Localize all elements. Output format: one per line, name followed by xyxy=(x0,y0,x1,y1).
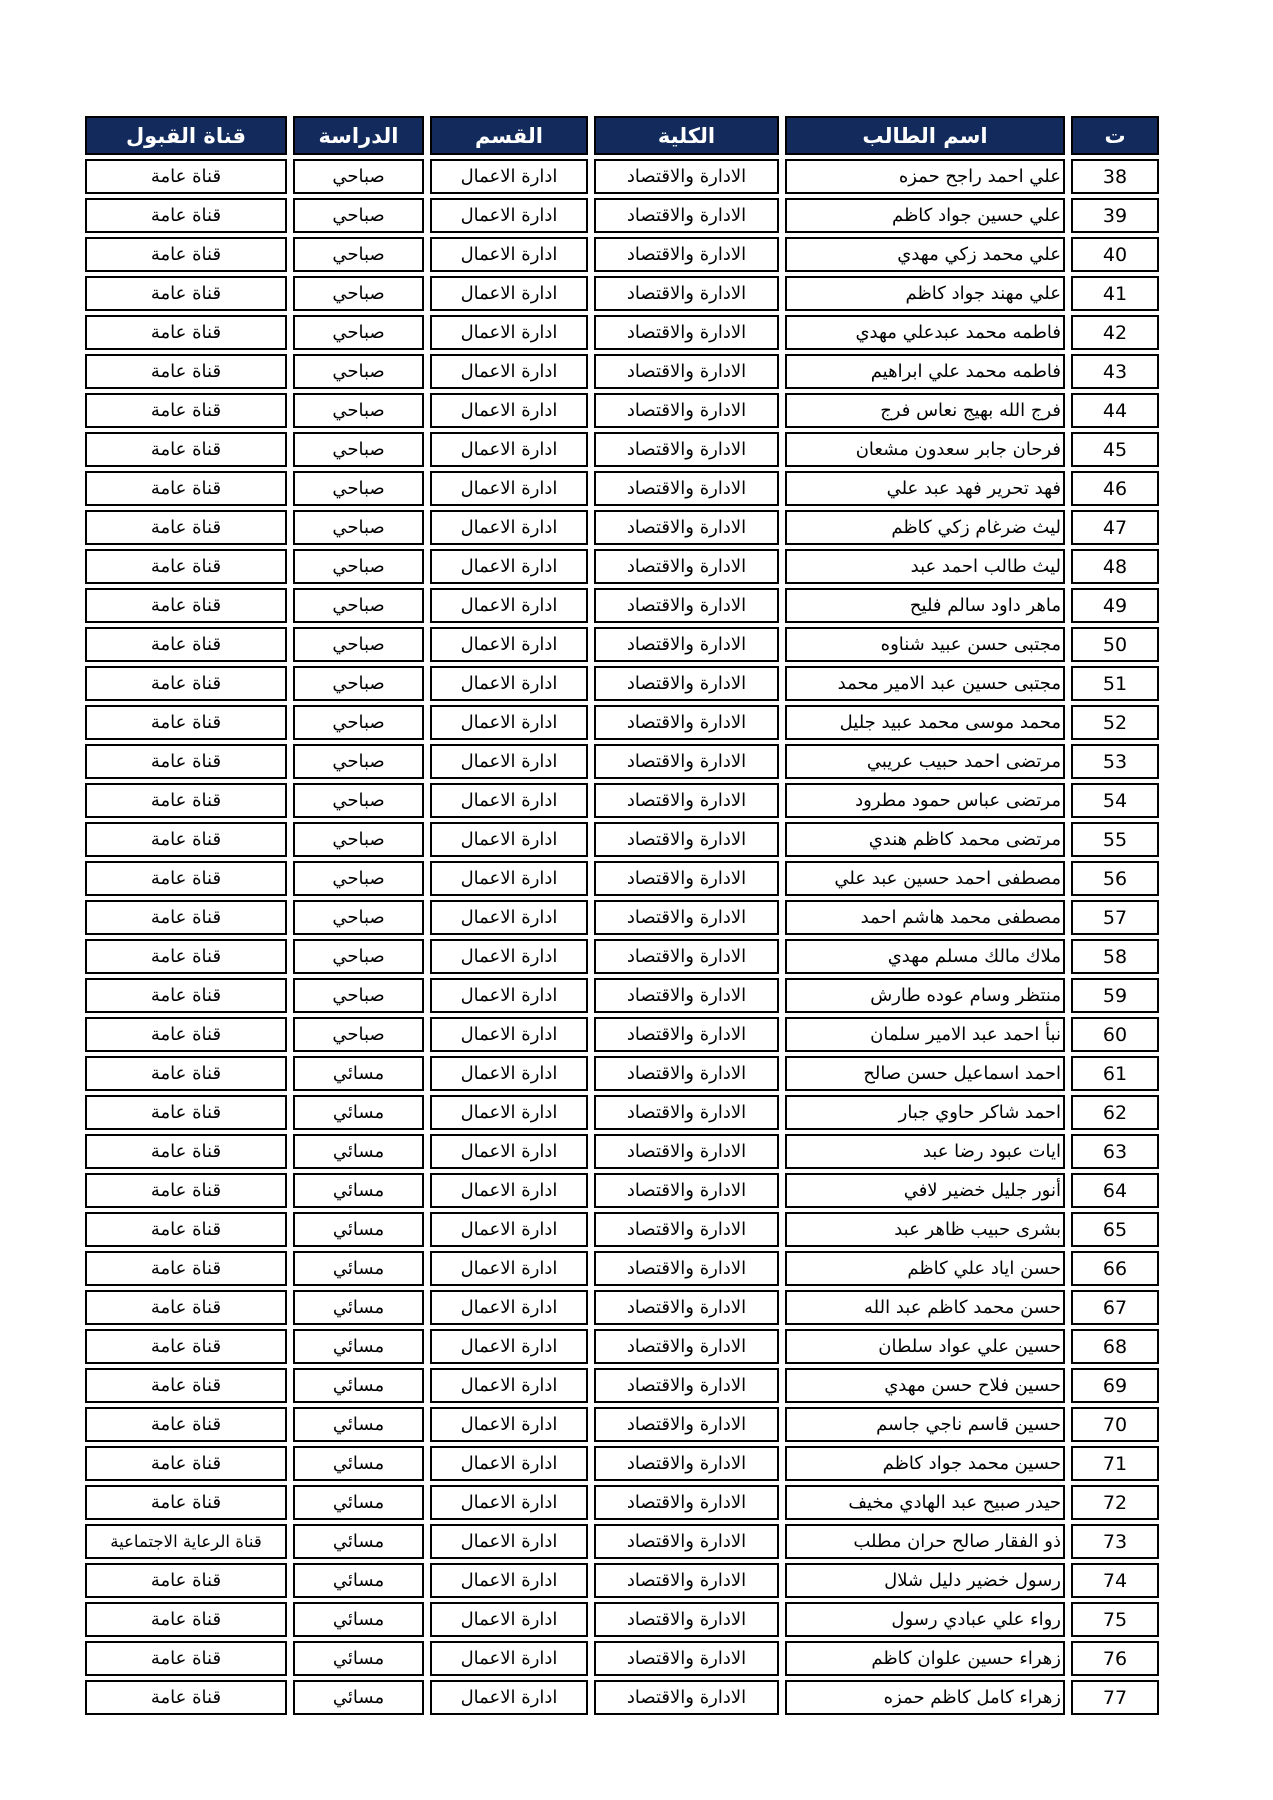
header-department: القسم xyxy=(430,116,588,155)
cell-department: ادارة الاعمال xyxy=(430,510,588,545)
cell-department: ادارة الاعمال xyxy=(430,1251,588,1286)
cell-channel: قناة عامة xyxy=(85,1446,287,1481)
table-row xyxy=(85,1524,1159,1559)
cell-study: صباحي xyxy=(293,822,424,857)
table-row xyxy=(85,237,1159,272)
cell-index: 63 xyxy=(1071,1134,1159,1169)
cell-index: 50 xyxy=(1071,627,1159,662)
cell-department: ادارة الاعمال xyxy=(430,1017,588,1052)
cell-college: الادارة والاقتصاد xyxy=(594,1251,779,1286)
table-row xyxy=(85,822,1159,857)
cell-department: ادارة الاعمال xyxy=(430,1680,588,1715)
cell-college: الادارة والاقتصاد xyxy=(594,1407,779,1442)
cell-name: مجتبى حسن عبيد شناوه xyxy=(785,627,1065,662)
cell-college: الادارة والاقتصاد xyxy=(594,900,779,935)
cell-channel: قناة عامة xyxy=(85,198,287,233)
cell-name: ماهر داود سالم فليح xyxy=(785,588,1065,623)
cell-index: 56 xyxy=(1071,861,1159,896)
table-row xyxy=(85,1641,1159,1676)
cell-college: الادارة والاقتصاد xyxy=(594,315,779,350)
table-row xyxy=(85,198,1159,233)
cell-study: صباحي xyxy=(293,627,424,662)
cell-name: علي مهند جواد كاظم xyxy=(785,276,1065,311)
table-row xyxy=(85,627,1159,662)
cell-channel: قناة عامة xyxy=(85,276,287,311)
cell-name: أنور جليل خضير لافي xyxy=(785,1173,1065,1208)
cell-name: زهراء كامل كاظم حمزه xyxy=(785,1680,1065,1715)
cell-study: صباحي xyxy=(293,510,424,545)
cell-department: ادارة الاعمال xyxy=(430,1290,588,1325)
cell-index: 59 xyxy=(1071,978,1159,1013)
cell-name: ليث طالب احمد عبد xyxy=(785,549,1065,584)
cell-college: الادارة والاقتصاد xyxy=(594,1056,779,1091)
cell-channel: قناة عامة xyxy=(85,1290,287,1325)
cell-study: مسائي xyxy=(293,1251,424,1286)
cell-study: مسائي xyxy=(293,1602,424,1637)
cell-college: الادارة والاقتصاد xyxy=(594,354,779,389)
cell-college: الادارة والاقتصاد xyxy=(594,1641,779,1676)
cell-name: حسين محمد جواد كاظم xyxy=(785,1446,1065,1481)
cell-department: ادارة الاعمال xyxy=(430,1641,588,1676)
cell-study: صباحي xyxy=(293,159,424,194)
cell-name: فاطمه محمد علي ابراهيم xyxy=(785,354,1065,389)
cell-study: صباحي xyxy=(293,432,424,467)
cell-college: الادارة والاقتصاد xyxy=(594,198,779,233)
table-row xyxy=(85,978,1159,1013)
table-row xyxy=(85,1056,1159,1091)
cell-college: الادارة والاقتصاد xyxy=(594,1095,779,1130)
cell-channel: قناة عامة xyxy=(85,549,287,584)
cell-name: علي محمد زكي مهدي xyxy=(785,237,1065,272)
cell-college: الادارة والاقتصاد xyxy=(594,1329,779,1364)
cell-study: مسائي xyxy=(293,1095,424,1130)
cell-college: الادارة والاقتصاد xyxy=(594,705,779,740)
cell-index: 64 xyxy=(1071,1173,1159,1208)
cell-college: الادارة والاقتصاد xyxy=(594,1524,779,1559)
table-row xyxy=(85,1134,1159,1169)
cell-study: مسائي xyxy=(293,1641,424,1676)
cell-name: رسول خضير دليل شلال xyxy=(785,1563,1065,1598)
table-row xyxy=(85,783,1159,818)
cell-channel: قناة عامة xyxy=(85,471,287,506)
cell-department: ادارة الاعمال xyxy=(430,978,588,1013)
cell-channel: قناة عامة xyxy=(85,354,287,389)
cell-channel: قناة عامة xyxy=(85,900,287,935)
cell-department: ادارة الاعمال xyxy=(430,1368,588,1403)
cell-name: علي احمد راجح حمزه xyxy=(785,159,1065,194)
cell-study: صباحي xyxy=(293,393,424,428)
cell-index: 42 xyxy=(1071,315,1159,350)
cell-index: 60 xyxy=(1071,1017,1159,1052)
cell-department: ادارة الاعمال xyxy=(430,237,588,272)
cell-department: ادارة الاعمال xyxy=(430,432,588,467)
cell-index: 43 xyxy=(1071,354,1159,389)
table-row xyxy=(85,1680,1159,1715)
header-study: الدراسة xyxy=(293,116,424,155)
cell-study: مسائي xyxy=(293,1446,424,1481)
cell-study: صباحي xyxy=(293,276,424,311)
cell-study: صباحي xyxy=(293,939,424,974)
cell-study: مسائي xyxy=(293,1056,424,1091)
table-row xyxy=(85,1095,1159,1130)
table-row xyxy=(85,939,1159,974)
header-row xyxy=(85,116,1159,155)
header-channel: قناة القبول xyxy=(85,116,287,155)
cell-department: ادارة الاعمال xyxy=(430,861,588,896)
cell-channel: قناة عامة xyxy=(85,1095,287,1130)
cell-study: صباحي xyxy=(293,198,424,233)
cell-study: مسائي xyxy=(293,1212,424,1247)
table-row xyxy=(85,354,1159,389)
cell-department: ادارة الاعمال xyxy=(430,1485,588,1520)
cell-name: بشرى حبيب ظاهر عبد xyxy=(785,1212,1065,1247)
cell-name: حسن اياد علي كاظم xyxy=(785,1251,1065,1286)
cell-department: ادارة الاعمال xyxy=(430,900,588,935)
table-row xyxy=(85,393,1159,428)
cell-college: الادارة والاقتصاد xyxy=(594,666,779,701)
cell-channel: قناة عامة xyxy=(85,939,287,974)
cell-study: مسائي xyxy=(293,1524,424,1559)
cell-channel: قناة عامة xyxy=(85,588,287,623)
table-row xyxy=(85,1329,1159,1364)
cell-department: ادارة الاعمال xyxy=(430,1173,588,1208)
cell-college: الادارة والاقتصاد xyxy=(594,588,779,623)
table-row xyxy=(85,159,1159,194)
cell-name: حسن محمد كاظم عبد الله xyxy=(785,1290,1065,1325)
cell-channel: قناة عامة xyxy=(85,393,287,428)
cell-channel: قناة عامة xyxy=(85,822,287,857)
cell-department: ادارة الاعمال xyxy=(430,549,588,584)
cell-channel: قناة عامة xyxy=(85,432,287,467)
cell-index: 71 xyxy=(1071,1446,1159,1481)
cell-channel: قناة عامة xyxy=(85,315,287,350)
cell-name: منتظر وسام عوده طارش xyxy=(785,978,1065,1013)
cell-college: الادارة والاقتصاد xyxy=(594,861,779,896)
cell-index: 77 xyxy=(1071,1680,1159,1715)
cell-name: حيدر صبيح عبد الهادي مخيف xyxy=(785,1485,1065,1520)
cell-channel: قناة عامة xyxy=(85,1602,287,1637)
table-body xyxy=(85,159,1159,1715)
cell-college: الادارة والاقتصاد xyxy=(594,939,779,974)
cell-channel: قناة عامة xyxy=(85,744,287,779)
cell-channel: قناة عامة xyxy=(85,1329,287,1364)
cell-name: نبأ احمد عبد الامير سلمان xyxy=(785,1017,1065,1052)
cell-name: محمد موسى محمد عبيد جليل xyxy=(785,705,1065,740)
table-row xyxy=(85,588,1159,623)
cell-name: فهد تحرير فهد عبد علي xyxy=(785,471,1065,506)
cell-department: ادارة الاعمال xyxy=(430,1524,588,1559)
cell-channel: قناة عامة xyxy=(85,666,287,701)
cell-department: ادارة الاعمال xyxy=(430,1212,588,1247)
cell-college: الادارة والاقتصاد xyxy=(594,1290,779,1325)
cell-department: ادارة الاعمال xyxy=(430,1056,588,1091)
table-row xyxy=(85,1017,1159,1052)
cell-department: ادارة الاعمال xyxy=(430,1407,588,1442)
cell-department: ادارة الاعمال xyxy=(430,1446,588,1481)
cell-department: ادارة الاعمال xyxy=(430,666,588,701)
table-row xyxy=(85,705,1159,740)
cell-index: 74 xyxy=(1071,1563,1159,1598)
header-index: ت xyxy=(1071,116,1159,155)
cell-college: الادارة والاقتصاد xyxy=(594,432,779,467)
table-row xyxy=(85,432,1159,467)
cell-index: 58 xyxy=(1071,939,1159,974)
cell-study: صباحي xyxy=(293,588,424,623)
cell-department: ادارة الاعمال xyxy=(430,1602,588,1637)
table-row xyxy=(85,549,1159,584)
cell-index: 72 xyxy=(1071,1485,1159,1520)
cell-department: ادارة الاعمال xyxy=(430,393,588,428)
table-row xyxy=(85,1212,1159,1247)
cell-department: ادارة الاعمال xyxy=(430,1563,588,1598)
table-row xyxy=(85,315,1159,350)
cell-name: فرحان جابر سعدون مشعان xyxy=(785,432,1065,467)
cell-college: الادارة والاقتصاد xyxy=(594,783,779,818)
cell-channel: قناة عامة xyxy=(85,1368,287,1403)
cell-channel: قناة عامة xyxy=(85,1485,287,1520)
cell-name: حسين فلاح حسن مهدي xyxy=(785,1368,1065,1403)
cell-channel: قناة عامة xyxy=(85,159,287,194)
cell-index: 44 xyxy=(1071,393,1159,428)
cell-study: صباحي xyxy=(293,354,424,389)
header-name: اسم الطالب xyxy=(785,116,1065,155)
cell-study: مسائي xyxy=(293,1407,424,1442)
cell-name: زهراء حسين علوان كاظم xyxy=(785,1641,1065,1676)
cell-department: ادارة الاعمال xyxy=(430,705,588,740)
cell-channel: قناة عامة xyxy=(85,1056,287,1091)
cell-study: صباحي xyxy=(293,549,424,584)
cell-index: 45 xyxy=(1071,432,1159,467)
cell-index: 46 xyxy=(1071,471,1159,506)
cell-index: 39 xyxy=(1071,198,1159,233)
cell-name: مجتبى حسين عبد الامير محمد xyxy=(785,666,1065,701)
cell-index: 51 xyxy=(1071,666,1159,701)
cell-index: 70 xyxy=(1071,1407,1159,1442)
table-row xyxy=(85,1251,1159,1286)
table-row xyxy=(85,510,1159,545)
cell-department: ادارة الاعمال xyxy=(430,1329,588,1364)
cell-name: مرتضى احمد حبيب عريبي xyxy=(785,744,1065,779)
cell-name: مصطفى احمد حسين عبد علي xyxy=(785,861,1065,896)
cell-college: الادارة والاقتصاد xyxy=(594,1134,779,1169)
cell-name: مصطفى محمد هاشم احمد xyxy=(785,900,1065,935)
cell-channel: قناة عامة xyxy=(85,627,287,662)
cell-index: 54 xyxy=(1071,783,1159,818)
cell-college: الادارة والاقتصاد xyxy=(594,1680,779,1715)
table-row xyxy=(85,861,1159,896)
cell-department: ادارة الاعمال xyxy=(430,744,588,779)
cell-study: مسائي xyxy=(293,1173,424,1208)
cell-channel: قناة عامة xyxy=(85,783,287,818)
cell-channel: قناة عامة xyxy=(85,1407,287,1442)
cell-department: ادارة الاعمال xyxy=(430,1095,588,1130)
cell-name: ايات عبود رضا عبد xyxy=(785,1134,1065,1169)
cell-college: الادارة والاقتصاد xyxy=(594,393,779,428)
cell-index: 73 xyxy=(1071,1524,1159,1559)
cell-channel: قناة عامة xyxy=(85,861,287,896)
cell-name: فرج الله بهيج نعاس فرج xyxy=(785,393,1065,428)
cell-index: 53 xyxy=(1071,744,1159,779)
cell-department: ادارة الاعمال xyxy=(430,198,588,233)
cell-college: الادارة والاقتصاد xyxy=(594,549,779,584)
cell-channel: قناة عامة xyxy=(85,1173,287,1208)
cell-department: ادارة الاعمال xyxy=(430,627,588,662)
students-table xyxy=(79,112,1165,1719)
cell-study: صباحي xyxy=(293,744,424,779)
cell-index: 61 xyxy=(1071,1056,1159,1091)
cell-study: صباحي xyxy=(293,783,424,818)
table-row xyxy=(85,666,1159,701)
cell-department: ادارة الاعمال xyxy=(430,588,588,623)
cell-index: 67 xyxy=(1071,1290,1159,1325)
cell-college: الادارة والاقتصاد xyxy=(594,1173,779,1208)
cell-name: حسين علي عواد سلطان xyxy=(785,1329,1065,1364)
cell-index: 62 xyxy=(1071,1095,1159,1130)
cell-channel: قناة عامة xyxy=(85,1017,287,1052)
cell-channel: قناة عامة xyxy=(85,237,287,272)
cell-channel: قناة عامة xyxy=(85,510,287,545)
cell-study: مسائي xyxy=(293,1329,424,1364)
cell-channel: قناة الرعاية الاجتماعية xyxy=(85,1524,287,1559)
cell-department: ادارة الاعمال xyxy=(430,276,588,311)
cell-college: الادارة والاقتصاد xyxy=(594,978,779,1013)
cell-index: 48 xyxy=(1071,549,1159,584)
cell-name: فاطمه محمد عبدعلي مهدي xyxy=(785,315,1065,350)
cell-study: صباحي xyxy=(293,237,424,272)
cell-channel: قناة عامة xyxy=(85,978,287,1013)
cell-name: مرتضى محمد كاظم هندي xyxy=(785,822,1065,857)
cell-study: صباحي xyxy=(293,315,424,350)
cell-college: الادارة والاقتصاد xyxy=(594,471,779,506)
cell-name: ذو الفقار صالح حران مطلب xyxy=(785,1524,1065,1559)
cell-index: 65 xyxy=(1071,1212,1159,1247)
cell-college: الادارة والاقتصاد xyxy=(594,276,779,311)
cell-channel: قناة عامة xyxy=(85,1680,287,1715)
cell-college: الادارة والاقتصاد xyxy=(594,1368,779,1403)
table-row xyxy=(85,1602,1159,1637)
header-college: الكلية xyxy=(594,116,779,155)
cell-college: الادارة والاقتصاد xyxy=(594,159,779,194)
cell-college: الادارة والاقتصاد xyxy=(594,1485,779,1520)
cell-department: ادارة الاعمال xyxy=(430,471,588,506)
cell-index: 55 xyxy=(1071,822,1159,857)
cell-name: احمد اسماعيل حسن صالح xyxy=(785,1056,1065,1091)
cell-study: مسائي xyxy=(293,1134,424,1169)
cell-name: حسين قاسم ناجي جاسم xyxy=(785,1407,1065,1442)
cell-college: الادارة والاقتصاد xyxy=(594,744,779,779)
cell-study: صباحي xyxy=(293,861,424,896)
cell-department: ادارة الاعمال xyxy=(430,315,588,350)
cell-college: الادارة والاقتصاد xyxy=(594,627,779,662)
cell-study: صباحي xyxy=(293,705,424,740)
cell-college: الادارة والاقتصاد xyxy=(594,1017,779,1052)
cell-college: الادارة والاقتصاد xyxy=(594,237,779,272)
cell-college: الادارة والاقتصاد xyxy=(594,1602,779,1637)
cell-index: 66 xyxy=(1071,1251,1159,1286)
cell-name: ليث ضرغام زكي كاظم xyxy=(785,510,1065,545)
table-row xyxy=(85,1407,1159,1442)
cell-name: رواء علي عبادي رسول xyxy=(785,1602,1065,1637)
cell-study: صباحي xyxy=(293,471,424,506)
cell-college: الادارة والاقتصاد xyxy=(594,510,779,545)
cell-channel: قناة عامة xyxy=(85,1251,287,1286)
cell-index: 40 xyxy=(1071,237,1159,272)
cell-name: ملاك مالك مسلم مهدي xyxy=(785,939,1065,974)
cell-department: ادارة الاعمال xyxy=(430,1134,588,1169)
table-row xyxy=(85,1563,1159,1598)
cell-study: مسائي xyxy=(293,1290,424,1325)
cell-study: مسائي xyxy=(293,1485,424,1520)
cell-name: احمد شاكر حاوي جبار xyxy=(785,1095,1065,1130)
cell-index: 76 xyxy=(1071,1641,1159,1676)
table-row xyxy=(85,1368,1159,1403)
cell-study: صباحي xyxy=(293,978,424,1013)
cell-department: ادارة الاعمال xyxy=(430,159,588,194)
cell-index: 69 xyxy=(1071,1368,1159,1403)
table-row xyxy=(85,1173,1159,1208)
cell-study: مسائي xyxy=(293,1368,424,1403)
cell-study: صباحي xyxy=(293,1017,424,1052)
cell-index: 49 xyxy=(1071,588,1159,623)
table-row xyxy=(85,471,1159,506)
cell-study: مسائي xyxy=(293,1563,424,1598)
cell-college: الادارة والاقتصاد xyxy=(594,822,779,857)
cell-channel: قناة عامة xyxy=(85,1134,287,1169)
table-row xyxy=(85,900,1159,935)
cell-study: صباحي xyxy=(293,666,424,701)
cell-channel: قناة عامة xyxy=(85,1563,287,1598)
cell-department: ادارة الاعمال xyxy=(430,783,588,818)
cell-name: علي حسين جواد كاظم xyxy=(785,198,1065,233)
cell-department: ادارة الاعمال xyxy=(430,822,588,857)
table-row xyxy=(85,1446,1159,1481)
cell-index: 57 xyxy=(1071,900,1159,935)
cell-college: الادارة والاقتصاد xyxy=(594,1563,779,1598)
table-row xyxy=(85,1485,1159,1520)
cell-index: 75 xyxy=(1071,1602,1159,1637)
cell-index: 47 xyxy=(1071,510,1159,545)
cell-channel: قناة عامة xyxy=(85,1212,287,1247)
cell-index: 52 xyxy=(1071,705,1159,740)
table-row xyxy=(85,1290,1159,1325)
cell-channel: قناة عامة xyxy=(85,705,287,740)
cell-study: مسائي xyxy=(293,1680,424,1715)
table-row xyxy=(85,744,1159,779)
cell-index: 38 xyxy=(1071,159,1159,194)
cell-department: ادارة الاعمال xyxy=(430,939,588,974)
cell-department: ادارة الاعمال xyxy=(430,354,588,389)
cell-college: الادارة والاقتصاد xyxy=(594,1212,779,1247)
cell-index: 41 xyxy=(1071,276,1159,311)
cell-channel: قناة عامة xyxy=(85,1641,287,1676)
cell-college: الادارة والاقتصاد xyxy=(594,1446,779,1481)
table-row xyxy=(85,276,1159,311)
cell-index: 68 xyxy=(1071,1329,1159,1364)
cell-name: مرتضى عباس حمود مطرود xyxy=(785,783,1065,818)
cell-study: صباحي xyxy=(293,900,424,935)
